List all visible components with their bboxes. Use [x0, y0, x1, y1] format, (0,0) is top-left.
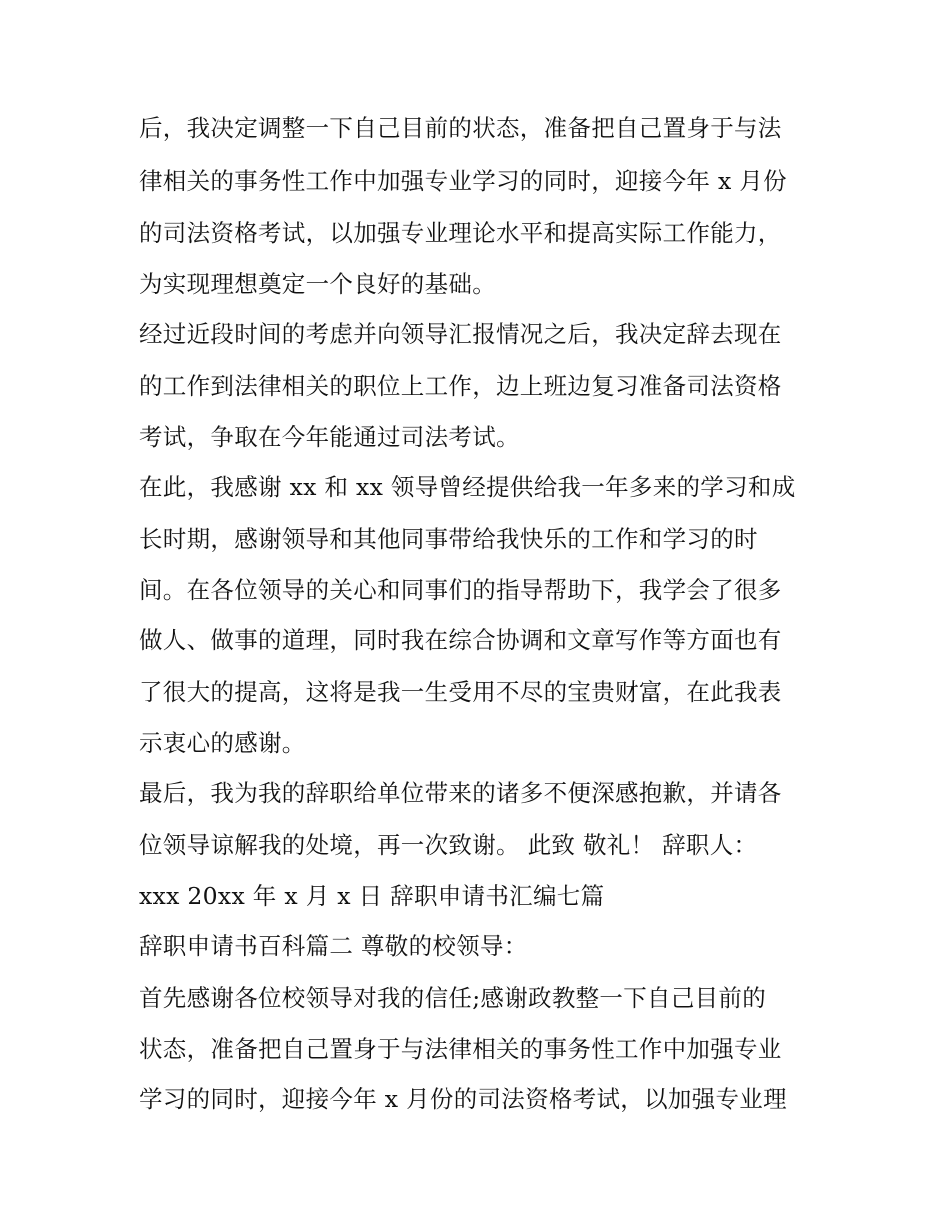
text-line: 了很大的提高，这将是我一生受用不尽的宝贵财富，在此我表 [139, 678, 782, 706]
text-line: 考试，争取在今年能通过司法考试。 [139, 423, 520, 451]
text-line: 经过近段时间的考虑并向领导汇报情况之后，我决定辞去现在 [139, 320, 782, 348]
text-line: 最后，我为我的辞职给单位带来的诸多不便深感抱歉，并请各 [139, 779, 782, 807]
text-line: 为实现理想奠定一个良好的基础。 [139, 270, 496, 298]
text-line: 律相关的事务性工作中加强专业学习的同时，迎接今年 x 月份 [139, 167, 787, 195]
text-line: 做人、做事的道理，同时我在综合协调和文章写作等方面也有 [139, 626, 782, 654]
text-line: 示衷心的感谢。 [139, 729, 306, 757]
text-line: 后，我决定调整一下自己目前的状态，准备把自己置身于与法 [139, 114, 782, 142]
text-line: 间。在各位领导的关心和同事们的指导帮助下，我学会了很多 [139, 576, 782, 604]
text-line: 在此，我感谢 xx 和 xx 领导曾经提供给我一年多来的学习和成 [139, 473, 796, 501]
text-line: xxx 20xx 年 x 月 x 日 辞职申请书汇编七篇 [139, 882, 605, 910]
text-line: 辞职申请书百科篇二 尊敬的校领导： [139, 932, 528, 960]
text-line: 的工作到法律相关的职位上工作，边上班边复习准备司法资格 [139, 372, 782, 400]
text-line: 位领导谅解我的处境，再一次致谢。 此致 敬礼！ 辞职人： [139, 831, 758, 859]
text-line: 状态，准备把自己置身于与法律相关的事务性工作中加强专业 [139, 1035, 782, 1063]
text-line: 学习的同时，迎接今年 x 月份的司法资格考试，以加强专业理 [139, 1085, 787, 1113]
text-line: 长时期，感谢领导和其他同事带给我快乐的工作和学习的时 [139, 525, 758, 553]
text-line: 的司法资格考试，以加强专业理论水平和提高实际工作能力， [139, 219, 782, 247]
text-line: 首先感谢各位校领导对我的信任;感谢政教整一下自己目前的 [139, 984, 767, 1012]
